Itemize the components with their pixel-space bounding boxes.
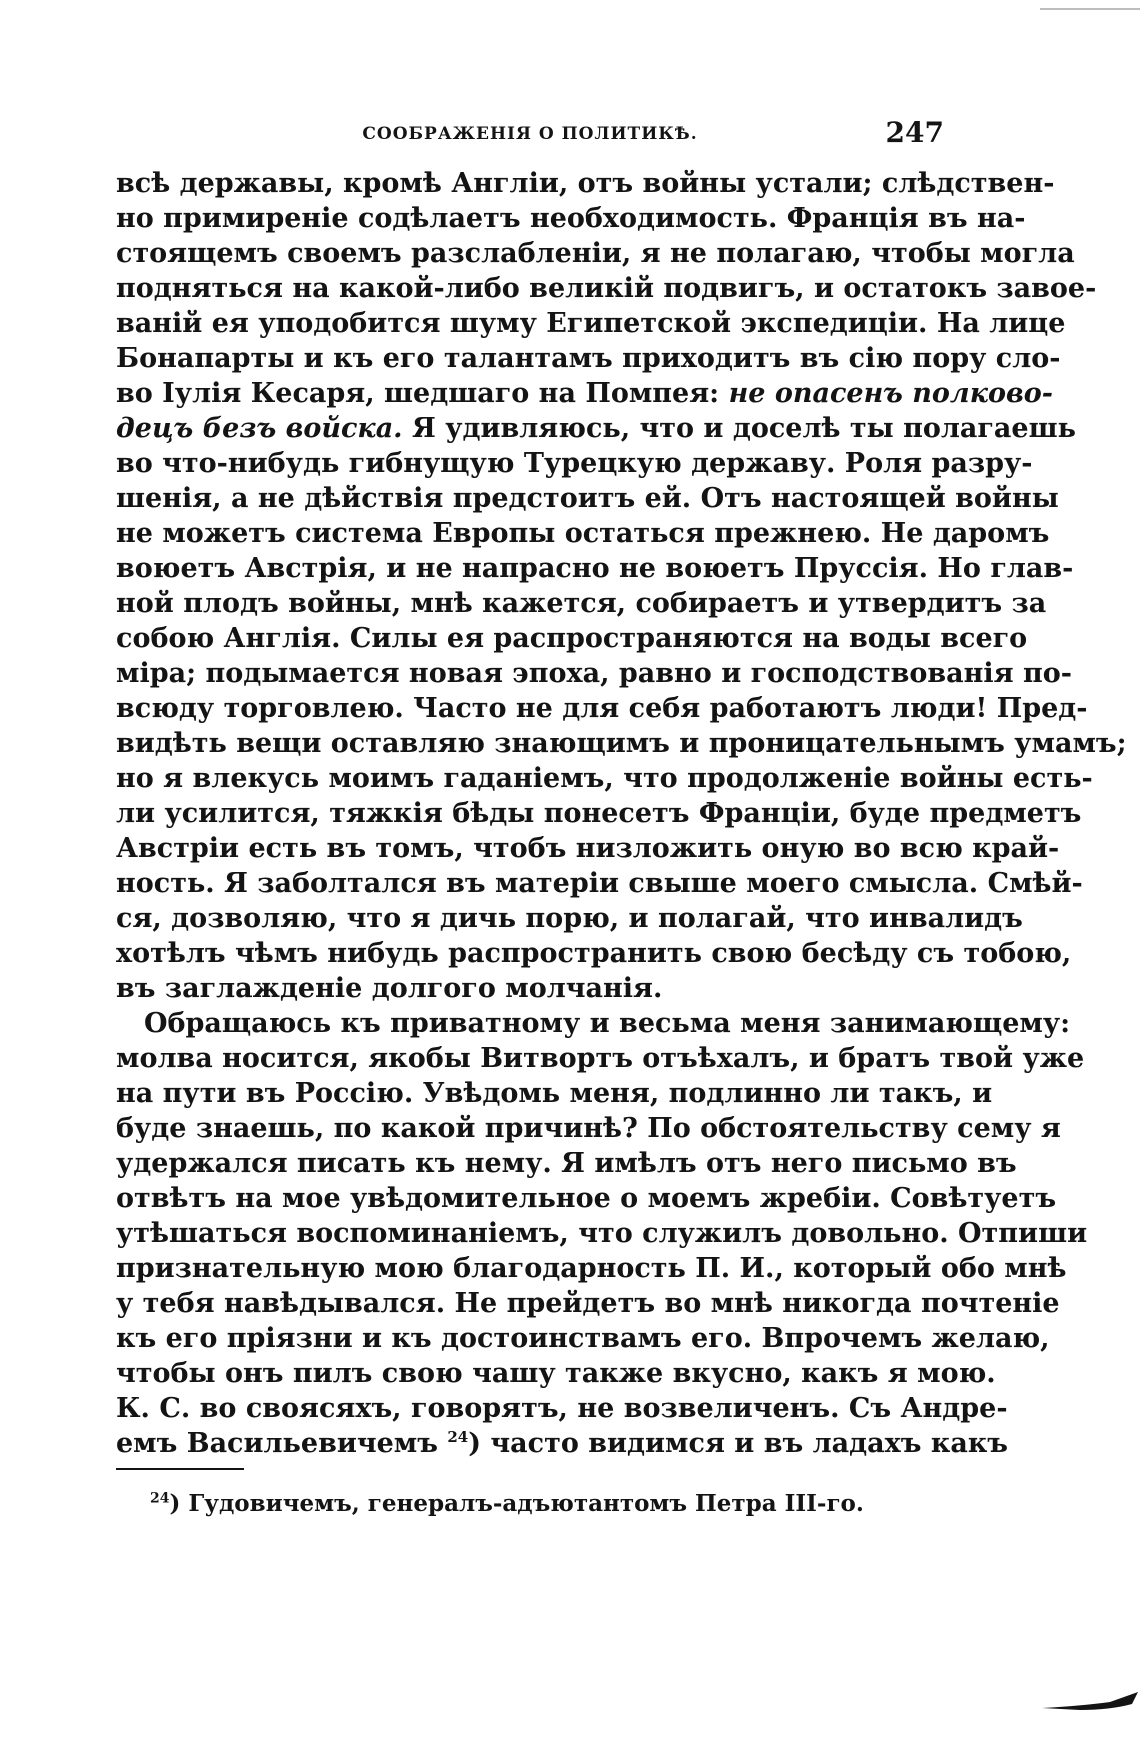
text-line: [116, 1391, 1008, 1426]
line-text: у тебя навѣдывался. Не прейдетъ во мнѣ никогда почтеніе: [116, 1288, 1060, 1319]
line-text: не можетъ система Европы остаться прежнею. Не даромъ: [116, 518, 1050, 549]
text-line: [116, 1321, 1050, 1356]
text-line: [116, 516, 1050, 551]
text-line: [116, 341, 1061, 376]
line-text: міра; подымается новая эпоха, равно и господствованія по-: [116, 658, 1072, 689]
line-text: ной плодъ войны, мнѣ кажется, собираетъ и утвердитъ за: [116, 588, 1047, 619]
line-text: Бонапарты и къ его талантамъ приходитъ въ сію пору сло-: [116, 343, 1061, 374]
line-text: воюетъ Австрія, и не напрасно не воюетъ Пруссія. Но глав-: [116, 553, 1074, 584]
running-head: СООБРАЖЕНІЯ О ПОЛИТИКѢ.: [362, 124, 698, 144]
text-line: [116, 656, 1072, 691]
text-line: [116, 1041, 1085, 1076]
text-line: [116, 691, 1088, 726]
body-text: [116, 166, 1127, 1461]
text-line: [116, 1426, 1009, 1461]
line-text: видѣть вещи оставляю знающимъ и проницательнымъ умамъ;: [116, 728, 1127, 759]
ornament-flourish-icon: [1040, 1690, 1140, 1714]
text-line: [116, 971, 944, 1006]
line-text: ность. Я заболтался въ матеріи свыше моего смысла. Смѣй-: [116, 868, 1083, 899]
text-line: [116, 1286, 1060, 1321]
footnote-divider: [116, 1468, 244, 1470]
line-text: на пути въ Россію. Увѣдомь меня, подлинно ли такъ, и: [116, 1078, 993, 1109]
text-line: [116, 1006, 1071, 1041]
text-line: [116, 1111, 1061, 1146]
line-text: въ заглажденіе долгого молчанія.: [116, 973, 663, 1004]
italic-quote: не опасенъ полково-: [728, 378, 1053, 409]
text-line: [116, 586, 1047, 621]
text-line: [116, 1356, 996, 1391]
line-text: шенія, а не дѣйствія предстоитъ ей. Отъ настоящей войны: [116, 483, 1059, 514]
footnote-number: 24: [150, 1490, 170, 1507]
text-line: [116, 761, 1093, 796]
line-text: собою Англія. Силы ея распространяются на воды всего: [116, 623, 1028, 654]
line-text: буде знаешь, по какой причинѣ? По обстоятельству сему я: [116, 1113, 1061, 1144]
line-text: отвѣтъ на мое увѣдомительное о моемъ жребіи. Совѣтуетъ: [116, 1183, 1057, 1214]
line-text: К. С. во своясяхъ, говорятъ, не возвеличенъ. Съ Андре-: [116, 1393, 1008, 1424]
line-text: во что-нибудь гибнущую Турецкую державу. Роля разру-: [116, 448, 1033, 479]
footnote-reference: 24: [447, 1428, 469, 1446]
line-text: Обращаюсь къ приватному и весьма меня занимающему:: [144, 1008, 1071, 1039]
text-line: [116, 1181, 1057, 1216]
line-text-start: во Іулія Кесаря, шедшаго на Помпея:: [116, 378, 729, 409]
text-line: [116, 271, 1097, 306]
line-text: признательную мою благодарность П. И., который обо мнѣ: [116, 1253, 1067, 1284]
text-line: [116, 236, 1075, 271]
line-text: хотѣлъ чѣмъ нибудь распространить свою бесѣду съ тобою,: [116, 938, 1072, 969]
footnote-text: ) Гудовичемъ, генералъ-адъютантомъ Петра III-го.: [169, 1490, 864, 1517]
line-text: къ его пріязни и къ достоинствамъ его. Впрочемъ желаю,: [116, 1323, 1050, 1354]
line-text: Австріи есть въ томъ, чтобъ низложить оную во всю край-: [116, 833, 1060, 864]
text-line: [116, 201, 1026, 236]
text-line: [116, 411, 1076, 446]
line-text-end: Я удивляюсь, что и доселѣ ты полагаешь: [402, 413, 1076, 444]
text-line: [116, 1251, 1067, 1286]
text-line: [116, 621, 1028, 656]
text-line: [116, 831, 1060, 866]
text-line: [116, 1216, 1088, 1251]
page-header: [116, 110, 944, 150]
page-number: 247: [885, 116, 944, 149]
text-line: [116, 901, 1023, 936]
line-text: ваній ея уподобится шуму Египетской экспедиціи. На лице: [116, 308, 1066, 339]
text-line: [116, 166, 1055, 201]
text-line: [116, 796, 1082, 831]
line-text: подняться на какой-либо великій подвигъ, и остатокъ завое-: [116, 273, 1097, 304]
line-text: удержался писать къ нему. Я имѣлъ отъ него письмо въ: [116, 1148, 1017, 1179]
line-text: но я влекусь моимъ гаданіемъ, что продолженіе войны есть-: [116, 763, 1093, 794]
text-line: [116, 376, 1053, 411]
line-text: всюду торговлею. Часто не для себя работаютъ люди! Пред-: [116, 693, 1088, 724]
text-line: [116, 446, 1033, 481]
italic-quote: децъ безъ войска.: [116, 413, 403, 444]
line-text: но примиреніе содѣлаетъ необходимость. Францiя въ на-: [116, 203, 1026, 234]
text-line: [116, 1076, 993, 1111]
line-text: молва носится, якобы Витвортъ отъѣхалъ, и братъ твой уже: [116, 1043, 1085, 1074]
text-line: [116, 306, 1066, 341]
text-line: [116, 936, 1072, 971]
text-line: [116, 1146, 1017, 1181]
line-text: ся, дозволяю, что я дичь порю, и полагай, что инвалидъ: [116, 903, 1023, 934]
text-line: [116, 551, 1074, 586]
text-line: [116, 866, 1083, 901]
line-text: стоящемъ своемъ разслабленіи, я не полагаю, чтобы могла: [116, 238, 1075, 269]
footnote: [150, 1488, 930, 1520]
line-text: чтобы онъ пилъ свою чашу также вкусно, какъ я мою.: [116, 1358, 996, 1389]
text-line: [116, 726, 1127, 761]
line-text-start: емъ Васильевичемъ: [116, 1428, 448, 1459]
text-line: [116, 481, 1059, 516]
line-text: всѣ державы, кромѣ Англіи, отъ войны устали; слѣдствен-: [116, 168, 1055, 199]
line-text-end: ) часто видимся и въ ладахъ какъ: [468, 1428, 1009, 1459]
line-text: утѣшаться воспоминаніемъ, что служилъ довольно. Отпиши: [116, 1218, 1088, 1249]
line-text: ли усилится, тяжкія бѣды понесетъ Франціи, буде предметъ: [116, 798, 1082, 829]
